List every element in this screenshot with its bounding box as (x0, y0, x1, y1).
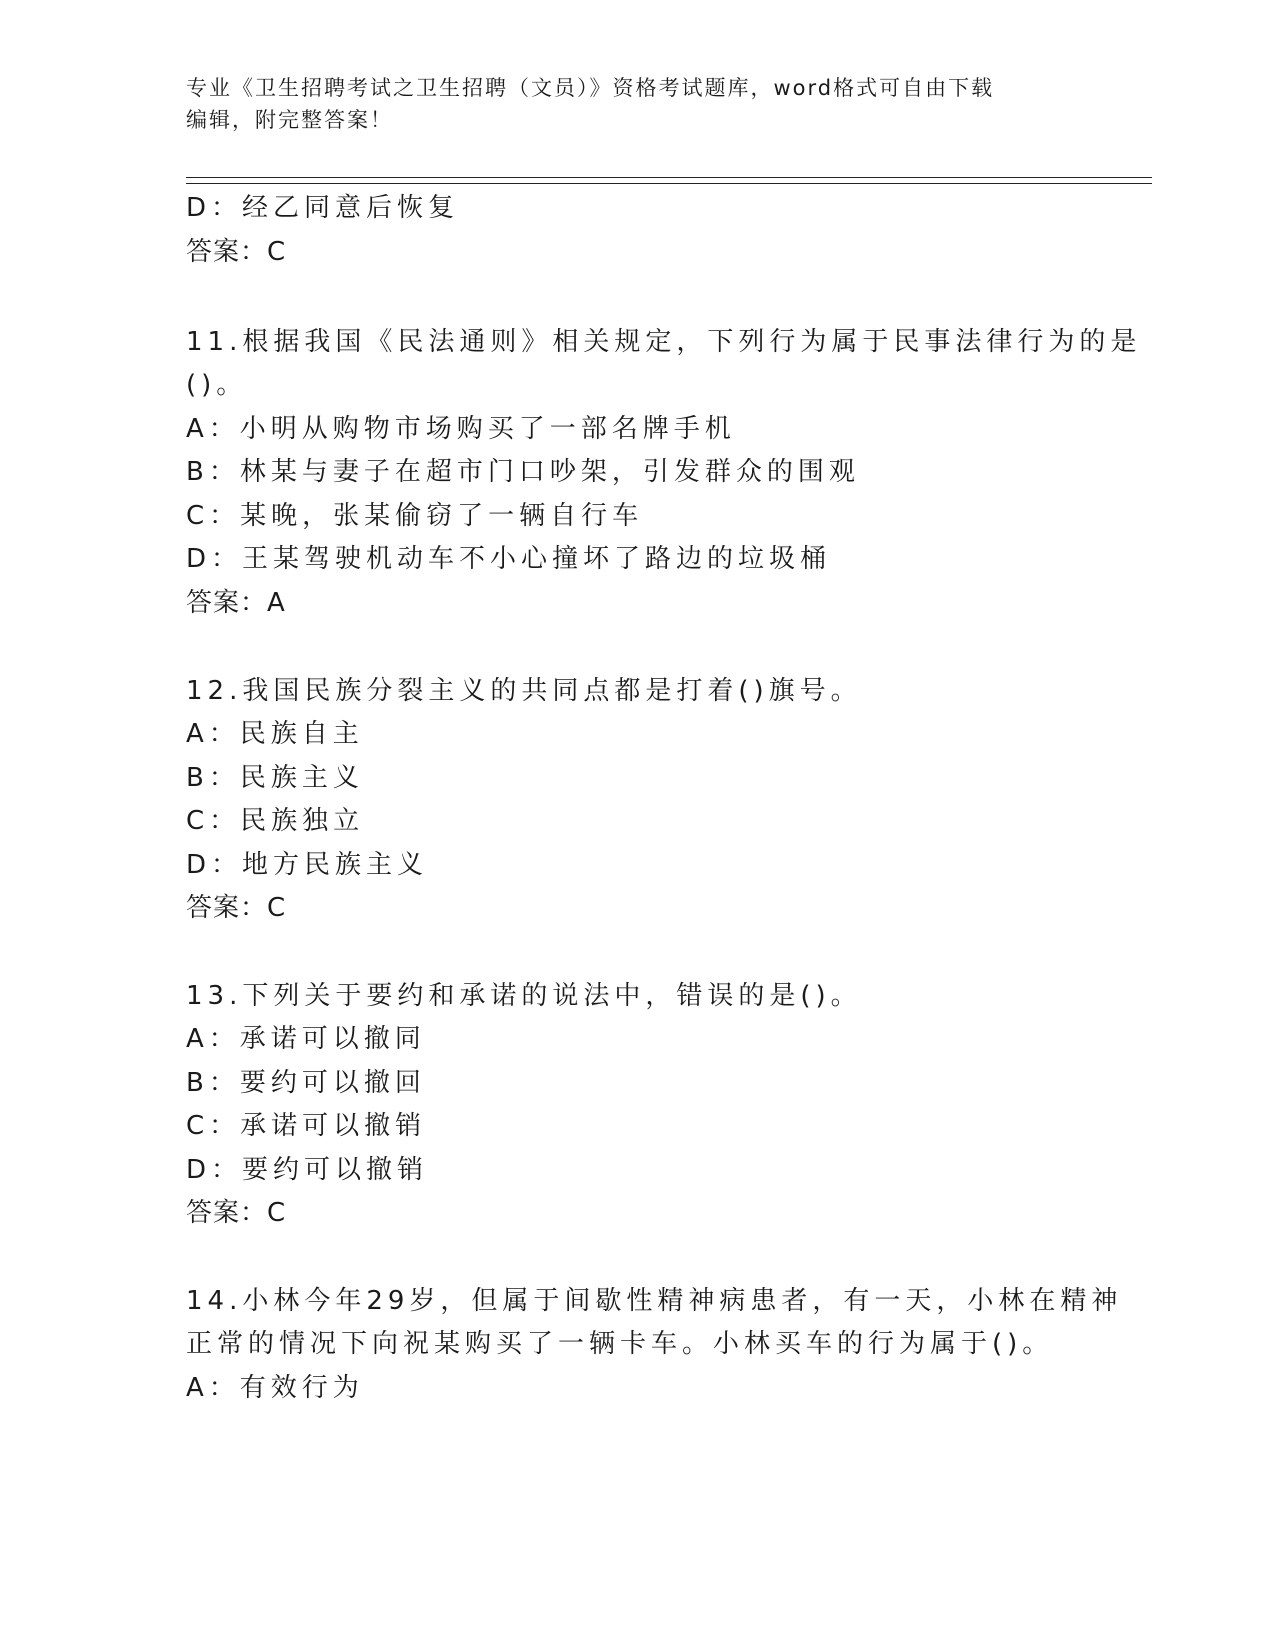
q12-answer: 答案：C (186, 893, 287, 923)
header-divider-bottom (186, 183, 1152, 184)
q14-stem-line-1: 14.小林今年29岁，但属于间歇性精神病患者，有一天，小林在精神 (186, 1286, 1123, 1316)
prev-answer: 答案：C (186, 237, 287, 267)
q13-option-d: D：要约可以撤销 (186, 1155, 429, 1185)
q11-stem-line-2: ()。 (186, 370, 248, 400)
prev-option-d: D：经乙同意后恢复 (186, 193, 460, 223)
q12-option-d: D：地方民族主义 (186, 850, 429, 880)
header-line-1: 专业《卫生招聘考试之卫生招聘（文员）》资格考试题库，word格式可自由下载 (186, 76, 995, 100)
q14-option-a: A：有效行为 (186, 1373, 364, 1403)
q11-answer: 答案：A (186, 588, 286, 618)
q13-option-a: A：承诺可以撤同 (186, 1024, 426, 1054)
q12-option-b: B：民族主义 (186, 763, 364, 793)
q12-option-c: C：民族独立 (186, 806, 365, 836)
q13-answer: 答案：C (186, 1198, 287, 1228)
q12-stem-line-1: 12.我国民族分裂主义的共同点都是打着()旗号。 (186, 676, 862, 706)
q14-stem-line-2: 正常的情况下向祝某购买了一辆卡车。小林买车的行为属于()。 (186, 1329, 1054, 1359)
q11-option-c: C：某晚，张某偷窃了一辆自行车 (186, 501, 644, 531)
q13-option-c: C：承诺可以撤销 (186, 1111, 427, 1141)
q12-option-a: A：民族自主 (186, 719, 364, 749)
header-divider-top (186, 177, 1152, 178)
document-header (186, 72, 1066, 136)
q13-option-b: B：要约可以撤回 (186, 1068, 426, 1098)
q11-option-a: A：小明从购物市场购买了一部名牌手机 (186, 414, 736, 444)
q11-option-b: B：林某与妻子在超市门口吵架，引发群众的围观 (186, 457, 860, 487)
q13-stem-line-1: 13.下列关于要约和承诺的说法中，错误的是()。 (186, 981, 862, 1011)
q11-stem-line-1: 11.根据我国《民法通则》相关规定，下列行为属于民事法律行为的是 (186, 327, 1142, 357)
header-line-2: 编辑，附完整答案！ (186, 108, 393, 132)
q11-option-d: D：王某驾驶机动车不小心撞坏了路边的垃圾桶 (186, 544, 832, 574)
